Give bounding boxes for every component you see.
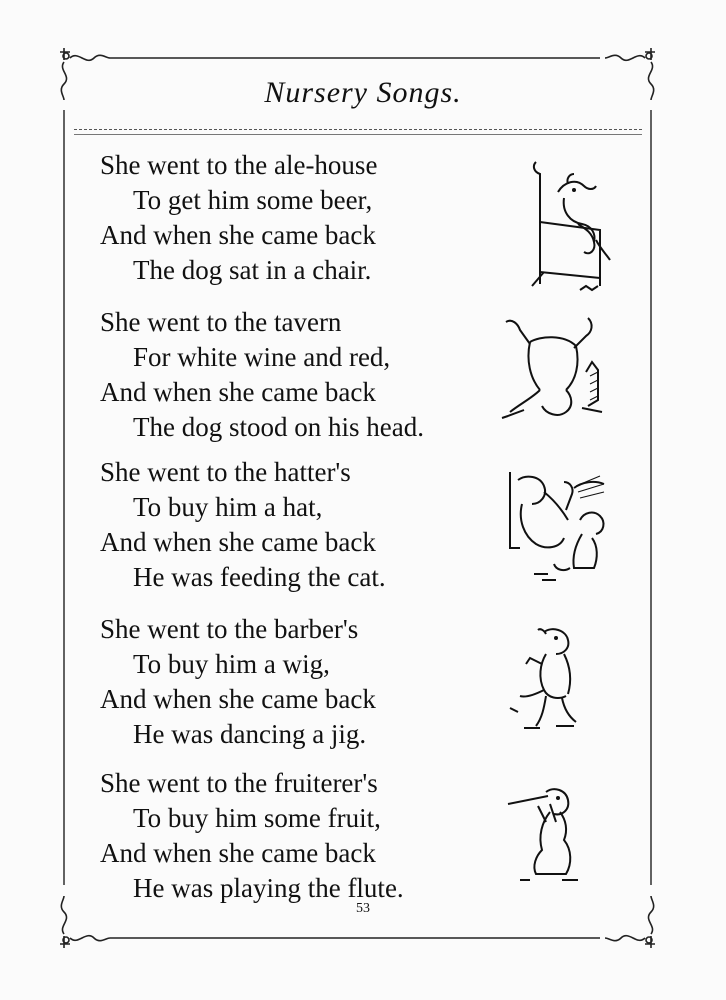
verse-line: And when she came back <box>100 527 376 557</box>
verse-line: The dog stood on his head. <box>133 412 424 442</box>
page-number: 53 <box>356 901 370 916</box>
verse-line: To get him some beer, <box>133 185 373 215</box>
verse-line: She went to the tavern <box>100 307 342 337</box>
verse-line: He was feeding the cat. <box>133 562 386 592</box>
header-rule <box>74 129 642 130</box>
header-rule-solid <box>74 134 642 135</box>
verse-line: And when she came back <box>100 838 376 868</box>
stanza-2 <box>100 305 500 445</box>
verse-line: The dog sat in a chair. <box>133 255 372 285</box>
verse-line: To buy him some fruit, <box>133 803 381 833</box>
stanza-5 <box>100 766 500 906</box>
verse-line: She went to the fruiterer's <box>100 768 378 798</box>
verse-line: She went to the barber's <box>100 614 359 644</box>
verse-line: He was playing the flute. <box>133 873 404 903</box>
dog-dancing-icon <box>506 624 586 734</box>
verse-line: He was dancing a jig. <box>133 719 367 749</box>
running-title: Nursery Songs. <box>264 76 462 109</box>
verse-line: For white wine and red, <box>133 342 391 372</box>
dog-feeding-cat-icon <box>504 468 614 584</box>
stanza-4 <box>100 612 500 752</box>
verse-line: To buy him a hat, <box>133 492 323 522</box>
verse-line: And when she came back <box>100 220 376 250</box>
verse-line: And when she came back <box>100 684 376 714</box>
verse-line: And when she came back <box>100 377 376 407</box>
stanza-1 <box>100 148 500 288</box>
stanza-3 <box>100 455 500 595</box>
dog-in-chair-icon <box>518 152 618 294</box>
dog-playing-flute-icon <box>506 782 586 886</box>
verse-line: To buy him a wig, <box>133 649 330 679</box>
verse-line: She went to the hatter's <box>100 457 351 487</box>
dog-on-head-icon <box>498 312 610 424</box>
verse-line: She went to the ale-house <box>100 150 378 180</box>
